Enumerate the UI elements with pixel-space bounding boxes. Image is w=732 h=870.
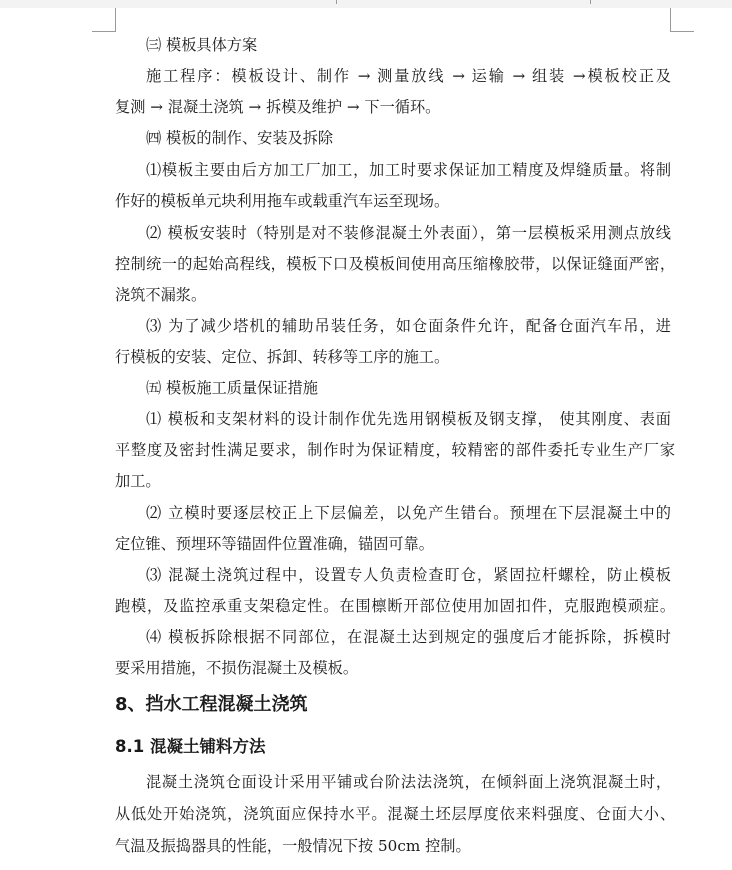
s5-item2-line1: ⑵ 立模时要逐层校正上下层偏差，以免产生错台。预埋在下层混凝土中的 [146, 504, 671, 522]
s81-line1: 混凝土浇筑仓面设计采用平铺或台阶法法浇筑，在倾斜面上浇筑混凝土时， [146, 773, 671, 791]
section-3-heading: ㈢ 模板具体方案 [146, 36, 258, 54]
s5-item3-line1: ⑶ 混凝土浇筑过程中，设置专人负责检查盯仓，紧固拉杆螺栓，防止模板 [146, 566, 671, 584]
s5-item1-line1: ⑴ 模板和支架材料的设计制作优先选用钢模板及钢支撑， 使其刚度、表面 [146, 410, 671, 428]
s81-line3: 气温及振捣器具的性能，一般情况下按 50cm 控制。 [115, 837, 471, 855]
chapter-8-heading: 8、挡水工程混凝土浇筑 [115, 694, 308, 715]
s81-line2: 从低处开始浇筑，浇筑面应保持水平。混凝土坯层厚度依来料强度、仓面大小、 [115, 805, 675, 823]
s5-item4-line2: 要采用措施，不损伤混凝土及模板。 [115, 659, 358, 677]
s5-item1-line2: 平整度及密封性满足要求，制作时为保证精度，较精密的部件委托专业生产厂家 [115, 441, 675, 459]
s5-item2-line2: 定位锥、预埋环等锚固件位置准确，锚固可靠。 [115, 535, 434, 553]
crop-mark-top-right [590, 0, 591, 4]
s5-item1-line3: 加工。 [115, 472, 161, 490]
crop-mark-top-left [336, 0, 337, 4]
s4-item2-line1: ⑵ 模板安装时（特别是对不装修混凝土外表面），第一层模板采用测点放线 [146, 224, 671, 242]
procedure-line-2: 复测 → 混凝土浇筑 → 拆模及维护 → 下一循环。 [115, 98, 441, 116]
s4-item1-line1: ⑴模板主要由后方加工厂加工，加工时要求保证加工精度及焊缝质量。将制 [146, 161, 671, 179]
s4-item2-line2: 控制统一的起始高程线，模板下口及模板间使用高压缩橡胶带，以保证缝面严密， [115, 255, 675, 273]
section-5-heading: ㈤ 模板施工质量保证措施 [146, 379, 318, 397]
s5-item3-line2: 跑模，及监控承重支架稳定性。在围檩断开部位使用加固扣件，克服跑模顽症。 [115, 597, 675, 615]
s4-item3-line2: 行模板的安装、定位、拆卸、转移等工序的施工。 [115, 348, 450, 366]
section-4-heading: ㈣ 模板的制作、安装及拆除 [146, 129, 334, 147]
crop-mark-right-horizontal [670, 31, 694, 32]
page-top-strip [0, 0, 732, 8]
procedure-line-1: 施工程序：模板设计、制作 → 测量放线 → 运输 → 组装 →模板校正及 [146, 67, 671, 85]
crop-mark-left-vertical [115, 8, 116, 32]
s4-item2-line3: 浇筑不漏浆。 [115, 286, 207, 304]
crop-mark-left-horizontal [92, 31, 116, 32]
s5-item4-line1: ⑷ 模板拆除根据不同部位，在混凝土达到规定的强度后才能拆除，拆模时 [146, 628, 671, 646]
subsection-8-1-heading: 8.1 混凝土铺料方法 [115, 737, 266, 756]
s4-item1-line2: 作好的模板单元块利用拖车或载重汽车运至现场。 [115, 192, 450, 210]
s4-item3-line1: ⑶ 为了减少塔机的辅助吊装任务，如仓面条件允许，配备仓面汽车吊，进 [146, 317, 671, 335]
crop-mark-right-vertical [670, 8, 671, 32]
